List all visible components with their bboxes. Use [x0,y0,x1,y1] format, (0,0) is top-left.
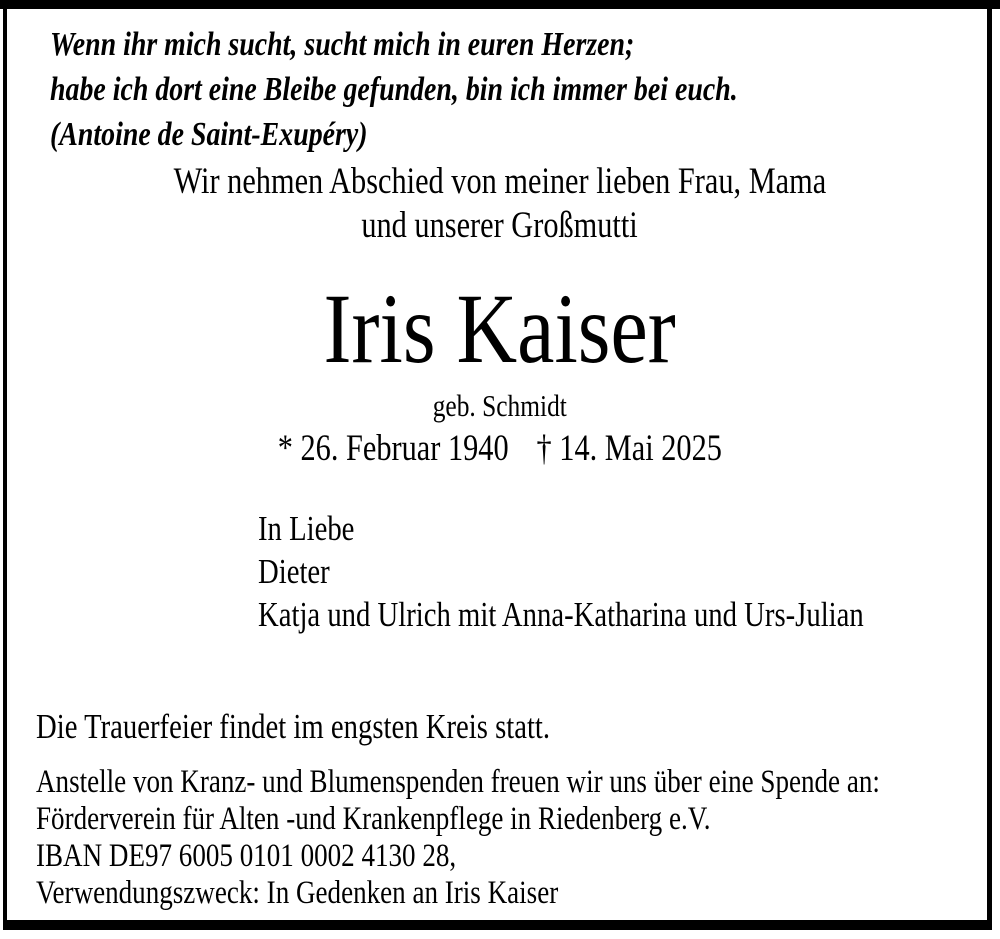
maiden-name-line [0,386,1000,426]
donation-request-line: Anstelle von Kranz- und Blumenspenden freuen wir uns über eine Spende an: [36,764,880,800]
deceased-name-heading [0,273,1000,384]
funeral-notice-text: Die Trauerfeier findet im engsten Kreis statt. [36,707,551,746]
maiden-name: geb. Schmidt [432,388,568,423]
farewell-intro-line-1: Wir nehmen Abschied von meiner lieben Frau, Mama [173,161,827,202]
family-line-1: In Liebe [258,509,355,548]
donation-iban: IBAN DE97 6005 0101 0002 4130 28, [36,838,457,874]
funeral-notice [36,705,663,748]
family-line-2: Dieter [258,552,330,591]
quote-line-2: habe ich dort eine Bleibe gefunden, bin ich immer bei euch. [50,71,738,108]
family-line-3: Katja und Ulrich mit Anna-Katharina und Urs-Julian [258,595,864,634]
donation-reference: Verwendungszweck: In Gedenken an Iris Kaiser [36,875,559,911]
birth-date: * 26. Februar 1940 [277,428,509,469]
farewell-intro [0,160,1000,248]
quote-attribution: (Antoine de Saint-Exupéry) [50,116,368,153]
deceased-name: Iris Kaiser [323,273,677,384]
donation-info [36,764,1000,912]
quote-line-1: Wenn ihr mich sucht, sucht mich in euren Herzen; [50,26,635,63]
memorial-quote [50,22,889,157]
donation-organization: Förderverein für Alten -und Krankenpflege in Riedenberg e.V. [36,801,711,837]
farewell-intro-line-2: und unserer Großmutti [361,205,639,246]
life-dates-line [0,426,1000,472]
death-date: † 14. Mai 2025 [536,428,723,469]
condolence-signatures [258,507,997,636]
